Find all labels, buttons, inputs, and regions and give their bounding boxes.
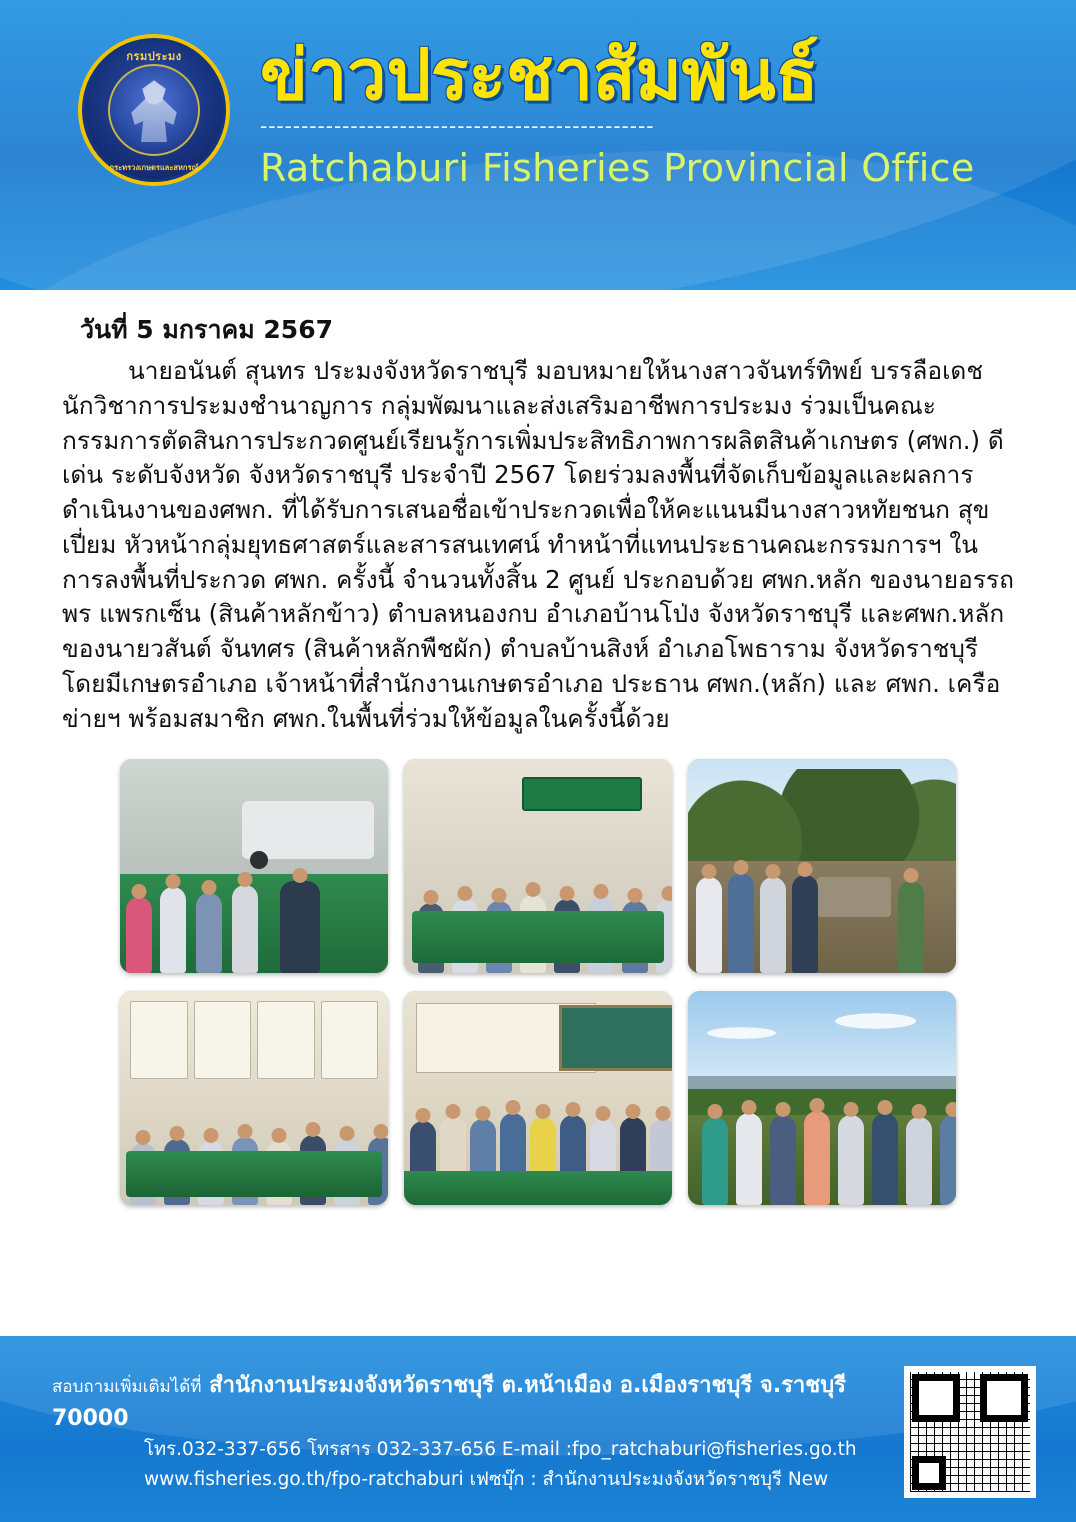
- header-titles: [260, 34, 990, 190]
- photo-group-indoor-with-banner[interactable]: [404, 759, 672, 973]
- footer-website-facebook[interactable]: www.fisheries.go.th/fpo-ratchaburi เฟซบุ๊ก : สำนักงานประมงจังหวัดราชบุรี New: [144, 1469, 829, 1490]
- photo-indoor-meeting-with-posters[interactable]: [120, 991, 388, 1205]
- qr-finder-bottom-left: [912, 1456, 946, 1490]
- article-paragraph-text: นายอนันต์ สุนทร ประมงจังหวัดราชบุรี มอบหมายให้นางสาวจันทร์ทิพย์ บรรลือเดช นักวิชาการประมงชำนาญการ กลุ่มพัฒนาและส่งเสริมอาชีพการประมง ร่วมเป็นคณะกรรมการตัดสินการประกวดศูนย์เรียนรู้การเพิ่มประสิทธิภาพการผลิตสินค้าเกษตร (ศพก.) ดีเด่น ระดับจังหวัด จังหวัดราชบุรี ประจำปี 2567 โดยร่วมลงพื้นที่จัดเก็บข้อมูลและผลการดำเนินงานของศพก. ที่ได้รับการเสนอชื่อเข้าประกวดเพื่อให้คะแนนมีนางสาวหทัยชนก สุขเปี่ยม หัวหน้ากลุ่มยุทธศาสตร์และสารสนเทศน์ ทำหน้าที่แทนประธานคณะกรรมการฯ ในการลงพื้นที่ประกวด ศพก. ครั้งนี้ จำนวนทั้งสิ้น 2 ศูนย์ ประกอบด้วย ศพก.หลัก ของนายอรรถพร แพรกเซ็น (สินค้าหลักข้าว) ตำบลหนองกบ อำเภอบ้านโป่ง จังหวัดราชบุรี และศพก.หลัก ของนายวสันต์ จันทศร (สินค้าหลักพืชผัก) ตำบลบ้านสิงห์ อำเภอโพธาราม จังหวัดราชบุรี โดยมีเกษตรอำเภอ เจ้าหน้าที่สำนักงานเกษตรอำเภอ ประธาน ศพก.(หลัก) และ ศพก. เครือข่ายฯ พร้อมสมาชิก ศพก.ในพื้นที่ร่วมให้ข้อมูลในครั้งนี้ด้วย: [62, 356, 1014, 733]
- photo-clouds: [688, 997, 956, 1057]
- photo-group-photo-classroom[interactable]: [404, 991, 672, 1205]
- photo-people: [688, 1063, 956, 1204]
- footer-address-line: [52, 1369, 904, 1435]
- photo-whiteboard: [559, 1005, 672, 1071]
- article-content: [0, 290, 1076, 1205]
- title-divider: ------------------------------------------------: [260, 116, 655, 136]
- photo-banner: [522, 777, 642, 811]
- photo-people: [688, 831, 956, 972]
- emblem-ring-bottom-text: กระทรวงเกษตรและสหกรณ์: [109, 162, 199, 172]
- emblem-seal: [108, 64, 200, 156]
- qr-code[interactable]: [904, 1366, 1036, 1498]
- page-title: ข่าวประชาสัมพันธ์: [260, 34, 819, 116]
- photo-gallery: [70, 759, 1006, 1205]
- article-body: [62, 354, 1014, 737]
- footer-contact-block: [52, 1369, 904, 1494]
- poster-header: [0, 0, 1076, 290]
- photo-group-photo-orchard[interactable]: [688, 991, 956, 1205]
- photo-table: [412, 911, 664, 963]
- page-subtitle: Ratchaburi Fisheries Provincial Office: [260, 146, 975, 190]
- footer-phone-email[interactable]: โทร.032-337-656 โทรสาร 032-337-656 E-mail :fpo_ratchaburi@fisheries.go.th: [144, 1439, 857, 1461]
- photo-committee-meeting-outdoor-table[interactable]: [120, 759, 388, 973]
- qr-code-pattern: [910, 1372, 1030, 1492]
- article-date: วันที่ 5 มกราคม 2567: [80, 315, 333, 344]
- footer-office-address: สำนักงานประมงจังหวัดราชบุรี ต.หน้าเมือง อ.เมืองราชบุรี จ.ราชบุรี 70000: [52, 1373, 847, 1432]
- photo-people: [120, 831, 388, 972]
- photo-field-visit-with-cart[interactable]: [688, 759, 956, 973]
- photo-table: [126, 1151, 382, 1197]
- fisheries-department-emblem-icon: [78, 34, 230, 186]
- emblem-ring-top-text: กรมประมง: [126, 50, 182, 63]
- footer-contact-prefix: สอบถามเพิ่มเติมได้ที่: [52, 1377, 202, 1398]
- poster-footer: [0, 1336, 1076, 1522]
- photo-stage: [404, 1171, 672, 1205]
- article-paragraph: [62, 354, 1014, 737]
- emblem-figure: [127, 80, 181, 142]
